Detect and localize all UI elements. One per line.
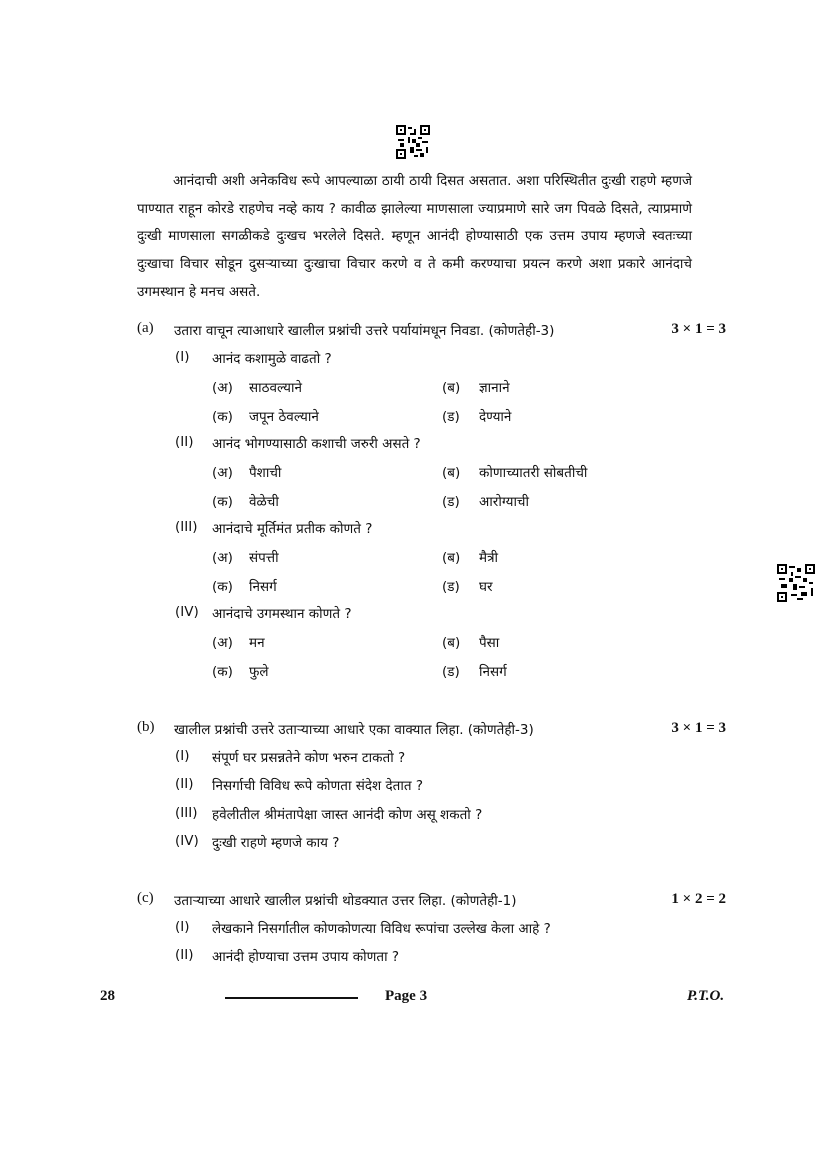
passage-text: आनंदाची अशी अनेकविध रूपे आपल्याळा ठायी ठायी दिसत असतात. अशा परिस्थितीत दुःखी राहणे म्हणजे पाण्यात राहून कोरडे राहणेच नव्हे काय ? कावीळ झालेल्या माणसाला ज्याप्रमाणे सारे जग पिवळे दिसते, त्याप्रमाणे दुःखी माणसाला सगळीकडे दुःखच भरलेले दिसते. म्हणून आनंदी होण्यासाठी एक उत्तम उपाय म्हणजे स्वतःच्या दुःखाचा विचार सोडून दुसऱ्याच्या दुःखाचा विचार करणे व ते कमी करण्याचा प्रयत्न करणे अशा प्रकारे आनंदाचे उगमस्थान हे मनच असते. [137,173,692,300]
b-question-num: (II) [175,776,194,792]
option-text: साठवल्याने [249,380,302,396]
option-marker: (क) [212,494,233,510]
section-b-instruction: खालील प्रश्नांची उत्तरे उताऱ्याच्या आधारे एका वाक्यात लिहा. (कोणतेही-3) [174,722,534,738]
option-marker: (अ) [212,635,233,651]
option-marker: (ड) [442,409,460,425]
option-text: जपून ठेवल्याने [249,409,319,425]
option-marker: (अ) [212,380,233,396]
option-marker: (क) [212,664,233,680]
option-text: कोणाच्यातरी सोबतीची [479,465,588,481]
option-text: ज्ञानाने [479,380,510,396]
option-marker: (ब) [442,550,461,566]
b-question-text: हवेलीतील श्रीमंतापेक्षा जास्त आनंदी कोण असू शकतो ? [212,807,483,823]
footer-page: Page 3 [385,988,428,1004]
option-text: वेळेची [249,494,279,510]
option-text: घर [479,579,493,595]
b-question-num: (III) [175,805,198,821]
passage [137,168,692,307]
section-a-marks: 3 × 1 = 3 [671,321,726,337]
option-text: निसर्ग [249,579,277,595]
a-question-text: आनंदाचे मूर्तिमंत प्रतीक कोणते ? [212,521,373,537]
footer-code: 28 [100,988,115,1004]
option-text: निसर्ग [479,664,507,680]
option-text: मैत्री [479,550,499,566]
option-marker: (अ) [212,550,233,566]
b-question-num: (I) [175,748,190,764]
section-c-instruction: उताऱ्याच्या आधारे खालील प्रश्नांची थोडक्यात उत्तर लिहा. (कोणतेही-1) [174,893,517,909]
option-marker: (अ) [212,465,233,481]
c-question-text: लेखकाने निसर्गातील कोणकोणत्या विविध रूपांचा उल्लेख केला आहे ? [212,921,551,937]
option-text: फुले [249,664,269,680]
option-text: पैसा [479,635,500,651]
b-question-num: (IV) [175,833,199,849]
a-question-num: (II) [175,434,194,450]
b-question-text: संपूर्ण घर प्रसन्नतेने कोण भरुन टाकतो ? [212,750,406,766]
option-marker: (क) [212,409,233,425]
option-text: पैशाची [249,465,282,481]
a-question-text: आनंद भोगण्यासाठी कशाची जरुरी असते ? [212,436,421,452]
option-text: देण्याने [479,409,512,425]
b-question-text: दुःखी राहणे म्हणजे काय ? [212,835,340,851]
option-text: मन [249,635,265,651]
footer-pto: P.T.O. [687,988,725,1004]
section-c-marks: 1 × 2 = 2 [671,891,726,907]
c-question-text: आनंदी होण्याचा उत्तम उपाय कोणता ? [212,949,400,965]
section-a-label: (a) [137,320,154,336]
b-question-text: निसर्गाची विविध रूपे कोणता संदेश देतात ? [212,778,424,794]
option-text: आरोग्याची [479,494,530,510]
option-marker: (क) [212,579,233,595]
option-marker: (ब) [442,380,461,396]
a-question-text: आनंदाचे उगमस्थान कोणते ? [212,606,352,622]
option-marker: (ब) [442,465,461,481]
option-marker: (ड) [442,494,460,510]
a-question-num: (IV) [175,604,199,620]
section-c-label: (c) [137,890,154,906]
option-marker: (ब) [442,635,461,651]
section-b-marks: 3 × 1 = 3 [671,720,726,736]
section-b-label: (b) [137,719,155,735]
footer-rule [225,997,358,999]
option-marker: (ड) [442,579,460,595]
option-text: संपत्ती [249,550,279,566]
a-question-text: आनंद कशामुळे वाढतो ? [212,351,332,367]
c-question-num: (II) [175,947,194,963]
section-a-instruction: उतारा वाचून त्याआधारे खालील प्रश्नांची उत्तरे पर्यायांमधून निवडा. (कोणतेही-3) [174,323,555,339]
a-question-num: (I) [175,349,190,365]
a-question-num: (III) [175,519,198,535]
option-marker: (ड) [442,664,460,680]
c-question-num: (I) [175,919,190,935]
qr-code-top [396,125,430,159]
qr-code-side [777,564,815,602]
